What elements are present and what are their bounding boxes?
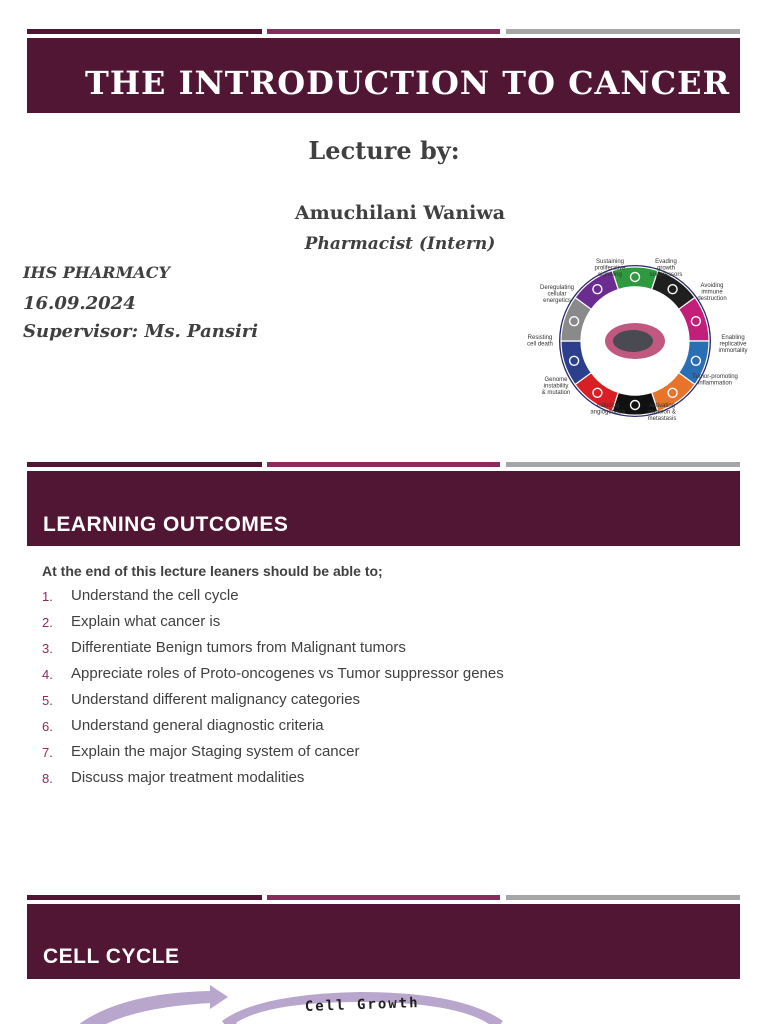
cell-cycle-diagram (60, 985, 620, 1024)
outcomes-intro: At the end of this lecture leaners should be able to; (42, 563, 383, 579)
accent-stripe-mid (267, 895, 500, 900)
hallmark-label: Inducing angiogenesis (590, 403, 626, 416)
list-item-text: Understand the cell cycle (71, 587, 239, 604)
list-item-number: 6. (42, 719, 53, 734)
hallmark-label: Deregulating cellular energetics (539, 285, 575, 304)
list-item-text: Discuss major treatment modalities (71, 769, 305, 786)
hallmarks-of-cancer-image (520, 255, 752, 430)
list-item (42, 743, 504, 769)
hallmark-label: Genome instability & mutation (541, 377, 571, 396)
hallmark-label: Avoiding immune destruction (697, 283, 727, 302)
presenter-role: Pharmacist (Intern) (304, 234, 496, 254)
hallmark-label: Evading growth suppressors (649, 259, 683, 278)
list-item-number: 5. (42, 693, 53, 708)
accent-stripe-dark (27, 895, 262, 900)
list-item (42, 639, 504, 665)
list-item-number: 7. (42, 745, 53, 760)
hallmark-label: Activating invasion & metastasis (647, 403, 677, 422)
accent-stripe-mid (267, 29, 500, 34)
supervisor-text: Supervisor: Ms. Pansiri (23, 321, 259, 342)
accent-stripe-light (506, 462, 740, 467)
hallmark-label: Sustaining proliferative signaling (594, 259, 626, 278)
list-item (42, 717, 504, 743)
list-item-text: Understand general diagnostic criteria (71, 717, 324, 734)
list-item (42, 587, 504, 613)
hallmark-label: Tumor-promoting inflammation (692, 374, 738, 387)
list-item (42, 613, 504, 639)
section-title: CELL CYCLE (43, 945, 180, 968)
slide-title-text: THE INTRODUCTION TO CANCER (85, 64, 731, 102)
section-title: LEARNING OUTCOMES (43, 513, 289, 536)
accent-stripe-light (506, 895, 740, 900)
cell-growth-label: Cell Growth (304, 995, 420, 1015)
section-banner (27, 471, 740, 546)
date-text: 16.09.2024 (23, 293, 136, 314)
list-item-text: Explain what cancer is (71, 613, 221, 630)
accent-stripe-dark (27, 462, 262, 467)
list-item (42, 665, 504, 691)
list-item-number: 1. (42, 589, 53, 604)
list-item-number: 2. (42, 615, 53, 630)
outcomes-list (42, 587, 504, 795)
hallmark-label: Resisting cell death (527, 335, 553, 348)
list-item (42, 769, 504, 795)
list-item-number: 8. (42, 771, 53, 786)
tumor-core (613, 330, 653, 352)
institution-text: IHS PHARMACY (23, 263, 170, 282)
title-banner (27, 38, 740, 113)
hallmark-label: Enabling replicative immortality (718, 335, 748, 354)
list-item-text: Appreciate roles of Proto-oncogenes vs Tumor suppressor genes (71, 665, 504, 682)
accent-stripe-mid (267, 462, 500, 467)
list-item-text: Understand different malignancy categories (71, 691, 361, 708)
lecture-by-label: Lecture by: (308, 136, 460, 165)
list-item (42, 691, 504, 717)
accent-stripe-light (506, 29, 740, 34)
list-item-text: Differentiate Benign tumors from Malignant tumors (71, 639, 406, 656)
list-item-number: 3. (42, 641, 53, 656)
section-banner (27, 904, 740, 979)
accent-stripe-dark (27, 29, 262, 34)
list-item-number: 4. (42, 667, 53, 682)
presenter-name: Amuchilani Waniwa (294, 202, 506, 224)
list-item-text: Explain the major Staging system of cancer (71, 743, 360, 760)
cycle-arc (78, 985, 228, 1024)
